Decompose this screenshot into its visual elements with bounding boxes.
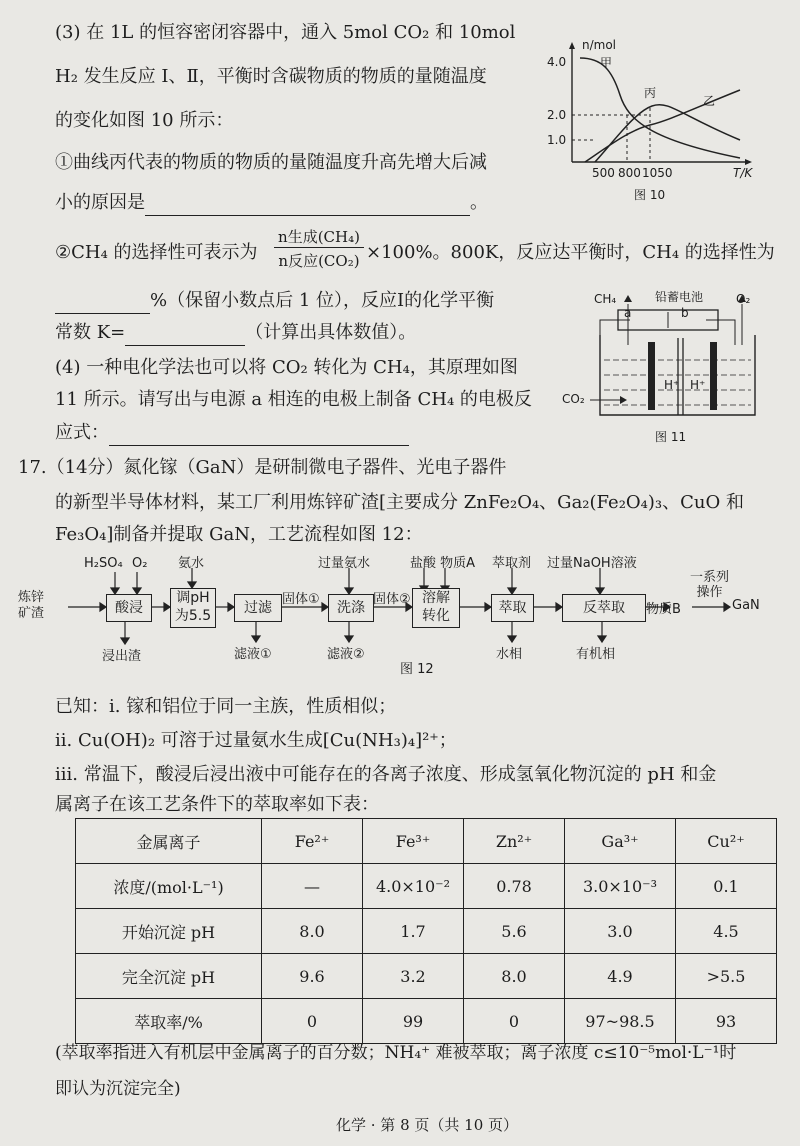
fig10-xtick-500: 500 [592, 166, 615, 180]
table-header-cell: Cu²⁺ [676, 819, 777, 864]
curve-yi [585, 90, 740, 162]
known-3a: ⅲ. 常温下，酸浸后浸出液中可能存在的各离子浓度、形成氢氧化物沉淀的 pH 和金 [55, 764, 717, 785]
table-cell: 4.9 [565, 954, 676, 999]
table-cell: 3.0 [565, 909, 676, 954]
fig10-xtick-800: 800 [618, 166, 641, 180]
flow-solid-2: 固体② [373, 592, 411, 607]
table-cell: 8.0 [464, 954, 565, 999]
q3-line3: 的变化如图 10 所示： [55, 110, 234, 131]
fig10-xtick-1050: 1050 [642, 166, 673, 180]
q17-line2: 的新型半导体材料，某工厂利用炼锌矿渣[主要成分 ZnFe₂O₄、Ga₂(Fe₂O₄)₃、CuO 和 [55, 492, 744, 513]
table-cell: 0.1 [676, 864, 777, 909]
flow-solid-1: 固体① [282, 592, 320, 607]
table-header-cell: Zn²⁺ [464, 819, 565, 864]
table-cell: 4.5 [676, 909, 777, 954]
answer-blank-3[interactable] [125, 325, 245, 346]
table-header-cell: Fe³⁺ [363, 819, 464, 864]
table-cell: 完全沉淀 pH [76, 954, 262, 999]
table-cell: 3.2 [363, 954, 464, 999]
flow-output-filtrate-2: 滤液② [327, 647, 365, 662]
q4-line1: (4) 一种电化学法也可以将 CO₂ 转化为 CH₄，其原理如图 [55, 357, 518, 378]
q17-line1: 17.（14分）氮化镓（GaN）是研制微电子器件、光电子器件 [18, 457, 507, 478]
extraction-note-1: (萃取率指进入有机层中金属离子的百分数；NH₄⁺ 难被萃取；离子浓度 c≤10⁻⁵mol·L⁻¹时 [55, 1043, 737, 1063]
q3-sub1-b: 小的原因是 。 [55, 190, 488, 216]
flow-start-material: 炼锌 矿渣 [18, 590, 45, 621]
fig10-ytick-2: 2.0 [547, 108, 567, 122]
flow-product-b: 物质B [646, 602, 681, 617]
flow-step-acid-leach: 酸浸 [106, 594, 152, 622]
table-cell: 4.0×10⁻² [363, 864, 464, 909]
figure-11-electrolysis [560, 290, 770, 425]
flow-output-filtrate-1: 滤液① [234, 647, 272, 662]
fig10-label-yi: 乙 [703, 94, 716, 108]
flow-series-ops: 一系列 操作 [690, 570, 730, 600]
fig10-xlabel: T/K [733, 166, 753, 180]
fig10-caption: 图 10 [634, 188, 666, 202]
table-cell: 97~98.5 [565, 999, 676, 1044]
flow-input-hcl-a: 盐酸 物质A [410, 556, 476, 571]
electrode-left [648, 342, 655, 410]
known-1: 已知：ⅰ. 镓和铝位于同一主族，性质相似； [55, 696, 397, 717]
table-cell: 99 [363, 999, 464, 1044]
fig11-battery-label: 铅蓄电池 [655, 290, 704, 304]
flow-step-filter: 过滤 [234, 594, 282, 622]
table-header-row [76, 819, 777, 864]
curve-jia [580, 58, 740, 158]
table-cell: 3.0×10⁻³ [565, 864, 676, 909]
table-cell: 萃取率/% [76, 999, 262, 1044]
known-3b: 属离子在该工艺条件下的萃取率如下表： [55, 794, 379, 815]
table-cell: 开始沉淀 pH [76, 909, 262, 954]
fig11-h-left: H⁺ [664, 378, 680, 392]
fig11-caption: 图 11 [655, 430, 687, 444]
table-cell: 0 [464, 999, 565, 1044]
flow-step-extract: 萃取 [491, 594, 534, 622]
q4-line3: 应式： [55, 420, 409, 446]
flow-input-ammonia: 氨水 [178, 556, 205, 571]
flow-step-wash: 洗涤 [328, 594, 374, 622]
table-cell: 9.6 [262, 954, 363, 999]
table-cell: 0.78 [464, 864, 565, 909]
q17-line3: Fe₃O₄]制备并提取 GaN，工艺流程如图 12： [55, 524, 423, 545]
page-footer: 化学 · 第 8 页（共 10 页） [336, 1116, 519, 1134]
flow-output-aqueous: 水相 [496, 647, 523, 662]
flow-step-adjust-ph: 调pH 为5.5 [170, 588, 216, 628]
table-header-cell: Fe²⁺ [262, 819, 363, 864]
extraction-note-2: 即认为沉淀完全) [55, 1079, 181, 1099]
flow-input-naoh: 过量NaOH溶液 [547, 556, 637, 571]
flow-step-back-extract: 反萃取 [562, 594, 646, 622]
flow-output-organic: 有机相 [576, 647, 616, 662]
table-cell: 1.7 [363, 909, 464, 954]
table-row [76, 999, 777, 1044]
table-cell: 浓度/(mol·L⁻¹) [76, 864, 262, 909]
answer-blank-2[interactable] [55, 293, 150, 314]
table-cell: >5.5 [676, 954, 777, 999]
ion-data-table [75, 818, 777, 1044]
q3-sub1-a: ①曲线丙代表的物质的物质的量随温度升高先增大后减 [55, 152, 487, 173]
fig11-terminal-b: b [681, 306, 689, 320]
fig11-terminal-a: a [624, 306, 632, 320]
flow-input-excess-ammonia: 过量氨水 [318, 556, 371, 571]
fraction-denominator: n反应(CO₂) [278, 252, 360, 270]
answer-blank-1[interactable] [145, 195, 470, 216]
table-cell: 5.6 [464, 909, 565, 954]
fig10-label-bing: 丙 [644, 86, 657, 100]
table-cell: 93 [676, 999, 777, 1044]
table-row [76, 864, 777, 909]
table-cell: 8.0 [262, 909, 363, 954]
fraction-numerator: n生成(CH₄) [274, 226, 364, 248]
q3-sub2-d: 常数 K= （计算出具体数值）。 [55, 320, 416, 346]
fig10-label-jia: 甲 [600, 56, 613, 70]
fig10-ylabel: n/mol [582, 38, 617, 52]
electrode-right [710, 342, 717, 410]
fig11-h-right: H⁺ [690, 378, 706, 392]
q3-sub2-b: ×100%。800K，反应达平衡时，CH₄ 的选择性为 [366, 242, 775, 263]
answer-blank-4[interactable] [109, 425, 409, 446]
table-row [76, 954, 777, 999]
table-row [76, 909, 777, 954]
q3-sub2-a: ②CH₄ 的选择性可表示为 [55, 242, 258, 263]
flow-final-gan: GaN [732, 598, 760, 613]
table-header-cell: Ga³⁺ [565, 819, 676, 864]
fig11-ch4: CH₄ [594, 292, 617, 306]
flow-input-o2: O₂ [132, 556, 148, 571]
q3-sub2-c: %（保留小数点后 1 位），反应Ⅰ的化学平衡 [55, 288, 494, 314]
flow-input-h2so4: H₂SO₄ [84, 556, 123, 571]
table-cell: — [262, 864, 363, 909]
q3-line2: H₂ 发生反应 Ⅰ、Ⅱ，平衡时含碳物质的物质的量随温度 [55, 66, 487, 87]
fig11-o2: O₂ [736, 292, 751, 306]
table-cell: 0 [262, 999, 363, 1044]
flow-output-residue: 浸出渣 [102, 649, 142, 664]
known-2: ⅱ. Cu(OH)₂ 可溶于过量氨水生成[Cu(NH₃)₄]²⁺； [55, 730, 457, 751]
fig11-co2: CO₂ [562, 392, 585, 406]
table-header-cell: 金属离子 [76, 819, 262, 864]
fig12-caption: 图 12 [400, 662, 434, 677]
flow-step-dissolve: 溶解 转化 [412, 588, 460, 628]
q4-line2: 11 所示。请写出与电源 a 相连的电极上制备 CH₄ 的电极反 [55, 389, 532, 410]
fig10-ytick-1: 1.0 [547, 133, 567, 147]
q3-line1: (3) 在 1L 的恒容密闭容器中，通入 5mol CO₂ 和 10mol [55, 22, 516, 43]
flow-input-extractant: 萃取剂 [492, 556, 532, 571]
fig10-ytick-4: 4.0 [547, 55, 567, 69]
